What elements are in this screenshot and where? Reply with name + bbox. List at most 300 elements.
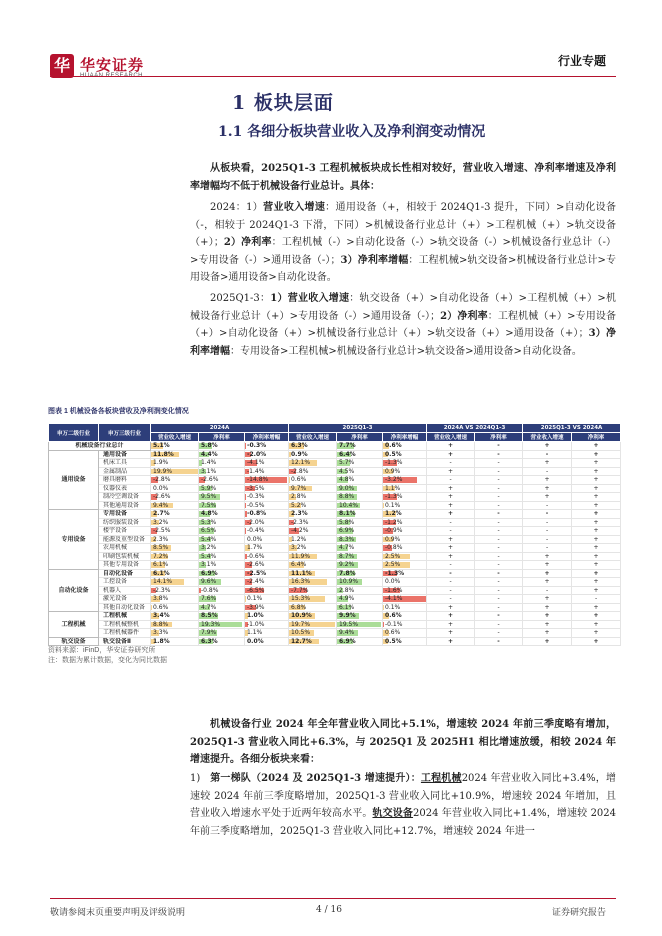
cell-value: 3.2% (151, 518, 199, 527)
table-row (49, 467, 621, 476)
cell-value: 6.1% (151, 561, 199, 570)
cell-value: - (523, 544, 572, 553)
cell-value: 5.4% (199, 535, 245, 544)
cell-value: - (475, 612, 523, 621)
cell-value: 0.6% (289, 476, 337, 485)
cell-value: -4.1% (245, 459, 289, 468)
table-row (49, 476, 621, 485)
cell-value: 9.4% (151, 501, 199, 510)
cell-value: 5.4% (199, 552, 245, 561)
cell-value: - (475, 637, 523, 646)
cell-value: 3.2% (289, 544, 337, 553)
cell-value: - (475, 467, 523, 476)
cell-l3: 激光设备 (99, 595, 151, 604)
th-l3: 申万三级行业 (99, 424, 151, 442)
cell-value: - (523, 586, 572, 595)
table-row (49, 450, 621, 459)
cell-l3: 其他专用设备 (99, 561, 151, 570)
cell-value: 11.9% (289, 552, 337, 561)
cell-bar (245, 443, 246, 449)
cell-value: 6.3% (199, 637, 245, 646)
cell-value: 9.9% (337, 612, 383, 621)
cell-value: 3.1% (199, 467, 245, 476)
cell-value: - (475, 620, 523, 629)
th-sub: 营业收入增速 (427, 433, 475, 442)
cell-value: 0.6% (151, 603, 199, 612)
cell-value: 6.1% (151, 569, 199, 578)
header-divider (50, 76, 616, 77)
table-row (49, 442, 621, 451)
cell-l3: 印刷包装机械 (99, 552, 151, 561)
cell-value: -3.2% (383, 476, 427, 485)
cell-value: + (427, 510, 475, 519)
logo-text: 华安证券 (80, 56, 145, 74)
cell-value: 7.9% (199, 629, 245, 638)
cell-value: + (572, 544, 621, 553)
cell-value: + (572, 629, 621, 638)
table-row (49, 484, 621, 493)
cell-value: 5.8% (199, 442, 245, 451)
cell-l2: 机械设备行业总计 (49, 442, 151, 451)
cell-value: + (523, 552, 572, 561)
cell-value: + (572, 493, 621, 502)
table-row (49, 603, 621, 612)
cell-value: - (475, 450, 523, 459)
cell-value: 4.7% (199, 603, 245, 612)
cell-value: + (427, 612, 475, 621)
cell-value: 14.1% (151, 578, 199, 587)
cell-value: 10.5% (289, 629, 337, 638)
cell-value: 8.1% (337, 510, 383, 519)
cell-value: - (523, 510, 572, 519)
cell-value: - (475, 518, 523, 527)
cell-value: 19.9% (151, 467, 199, 476)
cell-value: - (427, 476, 475, 485)
cell-value: 6.9% (199, 569, 245, 578)
cell-value: 9.5% (199, 493, 245, 502)
para-2025: 2025Q1-3：1）营业收入增速：轨交设备（+）>自动化设备（+）>工程机械（+）>机械设备行业总计（+）>专用设备（-）>通用设备（-）；2）净利率：工程机械（+）>专用设备（+）>自动化设备（+）>机械设备行业总计（+）>轨交设备（+）>通用设备（+）；3）净利率增幅：专用设备>工程机械>机械设备行业总计>轨交设备>通用设备>自动化设备。 (190, 293, 616, 357)
table-row (49, 501, 621, 510)
cell-value: 8.5% (199, 612, 245, 621)
cell-value: -0.9% (383, 527, 427, 536)
cell-value: - (475, 578, 523, 587)
cell-value: 15.3% (289, 595, 337, 604)
cell-value: -2.8% (289, 467, 337, 476)
cell-value: + (427, 544, 475, 553)
table-row (49, 535, 621, 544)
cell-value: - (475, 484, 523, 493)
cell-value: + (427, 467, 475, 476)
cell-value: 6.4% (337, 450, 383, 459)
cell-value: + (427, 501, 475, 510)
cell-value: + (427, 603, 475, 612)
cell-value: 2.5% (383, 561, 427, 570)
cell-value: + (523, 561, 572, 570)
cell-value: + (572, 527, 621, 536)
cell-value: -14.8% (245, 476, 289, 485)
cell-value: + (572, 620, 621, 629)
cell-value: 0.1% (383, 603, 427, 612)
cell-value: 4.9% (337, 595, 383, 604)
cell-value: 2.3% (151, 535, 199, 544)
cell-value: -2.0% (245, 518, 289, 527)
cell-l3: 农用机械 (99, 544, 151, 553)
cell-value: 1.0% (245, 612, 289, 621)
page-number: 4 / 16 (316, 905, 342, 915)
cell-value: 0.9% (383, 467, 427, 476)
table-row (49, 518, 621, 527)
cell-l3: 磨具磨料 (99, 476, 151, 485)
cell-value: + (572, 442, 621, 451)
cell-value: 0.0% (245, 535, 289, 544)
cell-value: 8.8% (337, 493, 383, 502)
cell-l3: 制冷空调设备 (99, 493, 151, 502)
cell-value: -3.9% (245, 603, 289, 612)
source-line: 资料来源：iFinD，华安证券研究所 (48, 647, 156, 654)
cell-l3: 其他自动化设备 (99, 603, 151, 612)
cell-value: + (427, 629, 475, 638)
cell-value: 11.1% (289, 569, 337, 578)
cell-bar (383, 503, 384, 509)
cell-value: + (427, 484, 475, 493)
table-row (49, 510, 621, 519)
cell-l2: 工程机械 (49, 612, 99, 638)
cell-value: - (427, 527, 475, 536)
th-sub: 营业收入增速 (289, 433, 337, 442)
cell-value: 11.8% (151, 450, 199, 459)
cell-value: 3.1% (199, 561, 245, 570)
cell-value: + (572, 450, 621, 459)
cell-l3: 仪器仪表 (99, 484, 151, 493)
cell-value: -1.4% (245, 467, 289, 476)
cell-value: + (572, 459, 621, 468)
cell-value: 1.1% (245, 629, 289, 638)
table-row (49, 569, 621, 578)
table-row (49, 493, 621, 502)
cell-value: 3.4% (151, 612, 199, 621)
cell-l2: 自动化设备 (49, 569, 99, 612)
cell-value: -0.3% (245, 442, 289, 451)
cell-value: - (475, 569, 523, 578)
cell-l3: 其他通用设备 (99, 501, 151, 510)
cell-value: 4.8% (337, 476, 383, 485)
cell-value: - (427, 586, 475, 595)
cell-value: -2.6% (151, 493, 199, 502)
cell-value: + (572, 484, 621, 493)
th-sub: 净利率 (475, 433, 523, 442)
cell-value: 8.3% (337, 535, 383, 544)
table-row (49, 561, 621, 570)
cell-value: - (475, 535, 523, 544)
cell-value: + (523, 595, 572, 604)
cell-value: 8.7% (337, 552, 383, 561)
cell-value: + (572, 535, 621, 544)
cell-value: - (523, 501, 572, 510)
cell-value: + (572, 518, 621, 527)
cell-value: - (475, 603, 523, 612)
cell-l3: 纺织服装设备 (99, 518, 151, 527)
cell-value: 10.9% (337, 578, 383, 587)
table-row (49, 612, 621, 621)
cell-value: 2.7% (151, 510, 199, 519)
cell-value: 1.2% (289, 535, 337, 544)
cell-value: + (523, 603, 572, 612)
cell-value: - (427, 595, 475, 604)
cell-value: - (523, 518, 572, 527)
cell-value: 6.1% (337, 603, 383, 612)
cell-value: + (523, 620, 572, 629)
cell-value: 10.9% (289, 612, 337, 621)
cell-value: - (427, 518, 475, 527)
table-body (49, 442, 621, 646)
cell-value: 9.0% (337, 484, 383, 493)
cell-value: + (427, 493, 475, 502)
th-sub: 净利率 (337, 433, 383, 442)
cell-value: + (427, 620, 475, 629)
cell-value: + (427, 637, 475, 646)
cell-value: -3.5% (245, 484, 289, 493)
table-caption: 图表 1 机械设备各板块营收及净利润变化情况 (48, 408, 189, 415)
cell-value: 0.0% (383, 578, 427, 587)
table-row (49, 527, 621, 536)
cell-bar (383, 622, 384, 628)
cell-l3: 工程机械器件 (99, 629, 151, 638)
cell-value: + (572, 603, 621, 612)
cell-l3: 自动化设备 (99, 569, 151, 578)
cell-l3: 楼宇设备 (99, 527, 151, 536)
cell-value: - (475, 595, 523, 604)
cell-l2: 通用设备 (49, 450, 99, 510)
cell-value: 0.6% (383, 629, 427, 638)
th-l2: 申万二级行业 (49, 424, 99, 442)
footer-divider (50, 898, 616, 899)
cell-value: 0.1% (383, 501, 427, 510)
cell-value: 0.0% (151, 484, 199, 493)
cell-value: - (475, 561, 523, 570)
cell-value: 7.6% (199, 595, 245, 604)
cell-value: 6.4% (289, 561, 337, 570)
cell-value: 7.7% (337, 442, 383, 451)
cell-value: -0.8% (383, 544, 427, 553)
cell-value: 1.2% (383, 510, 427, 519)
cell-value: + (523, 493, 572, 502)
cell-value: -4.1% (383, 595, 427, 604)
logo-icon: 华 (50, 54, 74, 78)
cell-value: 4.4% (199, 450, 245, 459)
cell-value: - (475, 442, 523, 451)
cell-value: -2.8% (151, 476, 199, 485)
cell-value: 19.5% (337, 620, 383, 629)
th-2024a: 2024A (151, 424, 289, 433)
cell-value: 0.5% (383, 450, 427, 459)
cell-value: 2.3% (289, 510, 337, 519)
data-table (48, 423, 621, 646)
cell-value: 8.8% (151, 620, 199, 629)
cell-l3: 工程机械整机 (99, 620, 151, 629)
cell-value: + (427, 450, 475, 459)
cell-l3: 金属制品 (99, 467, 151, 476)
cell-value: 1.1% (383, 484, 427, 493)
cell-bar (245, 528, 246, 534)
cell-value: 4.8% (199, 510, 245, 519)
cell-l3: 能源及重型设备 (99, 535, 151, 544)
cell-value: 3.3% (151, 629, 199, 638)
cell-value: -1.6% (383, 586, 427, 595)
table-source (48, 646, 167, 666)
th-sub: 净利率增幅 (245, 433, 289, 442)
th-sub: 营业收入增速 (523, 433, 572, 442)
cell-value: 6.5% (199, 527, 245, 536)
cell-l3: 工控设备 (99, 578, 151, 587)
cell-value: 5.3% (199, 518, 245, 527)
cell-value: + (427, 552, 475, 561)
th-sub: 净利率增幅 (383, 433, 427, 442)
cell-value: -0.8% (245, 510, 289, 519)
cell-value: 6.3% (289, 442, 337, 451)
cell-value: 5.8% (337, 518, 383, 527)
cell-value: + (523, 569, 572, 578)
cell-value: 7.8% (337, 569, 383, 578)
cell-value: -2.3% (289, 518, 337, 527)
cell-value: -1.0% (245, 620, 289, 629)
cell-value: + (572, 561, 621, 570)
cell-value: -2.3% (151, 586, 199, 595)
cell-value: 7.5% (199, 501, 245, 510)
cell-value: - (475, 586, 523, 595)
table-row (49, 552, 621, 561)
cell-bar (245, 494, 246, 500)
subsection-title: 1.1 各细分板块营业收入及净利润变动情况 (218, 124, 486, 140)
cell-value: 0.1% (245, 595, 289, 604)
cell-value: -6.5% (245, 586, 289, 595)
cell-value: 9.4% (337, 629, 383, 638)
cell-value: - (572, 595, 621, 604)
cell-value: + (523, 459, 572, 468)
cell-value: 19.3% (199, 620, 245, 629)
th-vs2: 2025Q1-3 VS 2024A (523, 424, 621, 433)
cell-value: 4.5% (337, 467, 383, 476)
cell-value: + (427, 442, 475, 451)
cell-value: 8.5% (151, 544, 199, 553)
cell-value: 3.8% (151, 595, 199, 604)
cell-value: -2.5% (151, 527, 199, 536)
cell-value: -0.4% (245, 527, 289, 536)
cell-value: 5.7% (337, 459, 383, 468)
para-2024: 2024：1）营业收入增速：通用设备（+，相较于 2024Q1-3 提升，下同）>自动化设备（-，相较于 2024Q1-3 下滑，下同）>机械设备行业总计（+）>工程机械（+）>轨交设备（+）；2）净利率：工程机械（-）>自动化设备（-）>轨交设备（-）>机械设备行业总计（-）>专用设备（-）>通用设备（-）；3）净利率增幅：工程机械>轨交设备>机械设备行业总计>专用设备>通用设备>自动化设备。 (190, 202, 617, 283)
cell-value: - (475, 552, 523, 561)
cell-value: + (572, 476, 621, 485)
cell-value: -0.6% (245, 552, 289, 561)
cell-value: 10.4% (337, 501, 383, 510)
cell-bar (383, 605, 384, 611)
th-vs1: 2024A VS 2024Q1-3 (427, 424, 523, 433)
cell-value: - (475, 501, 523, 510)
cell-value: 6.8% (289, 603, 337, 612)
note-line: 注：数据为累计数据，变化为同比数据 (48, 657, 167, 664)
cell-value: 12.7% (289, 637, 337, 646)
cell-value: + (523, 578, 572, 587)
cell-value: -0.1% (383, 620, 427, 629)
cell-value: - (427, 459, 475, 468)
cell-value: - (475, 629, 523, 638)
th-sub: 营业收入增速 (151, 433, 199, 442)
cell-value: - (427, 569, 475, 578)
cell-value: 5.9% (199, 484, 245, 493)
cell-value: + (523, 612, 572, 621)
th-sub: 净利率 (572, 433, 621, 442)
section-title: 1 板块层面 (232, 92, 334, 114)
cell-value: -2.5% (245, 569, 289, 578)
table-row (49, 544, 621, 553)
cell-l3: 通用设备 (99, 450, 151, 459)
cell-value: + (523, 629, 572, 638)
cell-value: - (523, 467, 572, 476)
cell-l3: 机床工具 (99, 459, 151, 468)
cell-value: -1.3% (383, 569, 427, 578)
cell-value: -0.5% (245, 501, 289, 510)
cell-value: - (475, 476, 523, 485)
cell-value: -2.0% (245, 450, 289, 459)
cell-value: 9.7% (289, 484, 337, 493)
cell-value: + (572, 578, 621, 587)
cell-value: 3.2% (199, 544, 245, 553)
cell-l3: 工程机械 (99, 612, 151, 621)
cell-value: -1.3% (383, 459, 427, 468)
cell-value: 1.4% (199, 459, 245, 468)
cell-value: 0.9% (289, 450, 337, 459)
footer-disclaimer: 敬请参阅末页重要声明及评级说明 (50, 908, 186, 918)
cell-l2: 轨交设备 (49, 637, 99, 646)
cell-value: 0.6% (383, 442, 427, 451)
page-header (0, 0, 662, 82)
cell-value: 6.9% (337, 637, 383, 646)
footer-report-type: 证券研究报告 (551, 908, 606, 918)
cell-value: + (572, 467, 621, 476)
para-summary: 机械设备行业 2024 年全年营业收入同比+5.1%，增速较 2024 年前三季度略有增加，2025Q1-3 营业收入同比+6.3%，与 2025Q1 及 2025H1 相比增速放缓，相较 2024 年增速提升。各细分板块来看： (190, 719, 616, 765)
table-row (49, 629, 621, 638)
cell-value: + (523, 637, 572, 646)
cell-value: + (523, 476, 572, 485)
cell-value: -1.3% (383, 493, 427, 502)
cell-value: 1.9% (151, 459, 199, 468)
cell-value: - (427, 561, 475, 570)
para-intro: 从板块看，2025Q1-3 工程机械板块成长性相对较好，营业收入增速、净利率增速及净利率增幅均不低于机械设备行业总计。具体： (190, 163, 616, 192)
cell-value: 1.7% (245, 544, 289, 553)
cell-value: - (475, 493, 523, 502)
cell-value: 2.8% (289, 493, 337, 502)
cell-value: -2.4% (245, 578, 289, 587)
cell-value: 5.2% (289, 501, 337, 510)
cell-value: 0.6% (383, 612, 427, 621)
cell-value: 1.8% (151, 637, 199, 646)
cell-value: -2.6% (245, 561, 289, 570)
th-2025: 2025Q1-3 (289, 424, 427, 433)
cell-value: + (572, 612, 621, 621)
cell-value: -7.7% (289, 586, 337, 595)
cell-value: -1.2% (383, 518, 427, 527)
cell-value: -0.8% (199, 586, 245, 595)
table-row (49, 595, 621, 604)
cell-value: -4.2% (289, 527, 337, 536)
para-tier1: 1) 第一梯队（2024 及 2025Q1-3 增速提升）：工程机械2024 年营业收入同比+3.4%，增速较 2024 年前三季度略增加，2025Q1-3 营业收入同比+10.9%，增速较 2024 年增加，且营业收入增速水平处于近两年较高水平。轨交设备2024 年营业收入同比+1.4%，增速较 2024 年前三季度略增加，2025Q1-3 营业收入同比+12.7%，增速较 2024 年进一 (190, 773, 617, 837)
table-row (49, 586, 621, 595)
cell-value: - (427, 578, 475, 587)
cell-value: + (572, 569, 621, 578)
cell-value: - (475, 544, 523, 553)
table-row (49, 578, 621, 587)
cell-value: 2.5% (383, 552, 427, 561)
cell-l3: 专用设备 (99, 510, 151, 519)
